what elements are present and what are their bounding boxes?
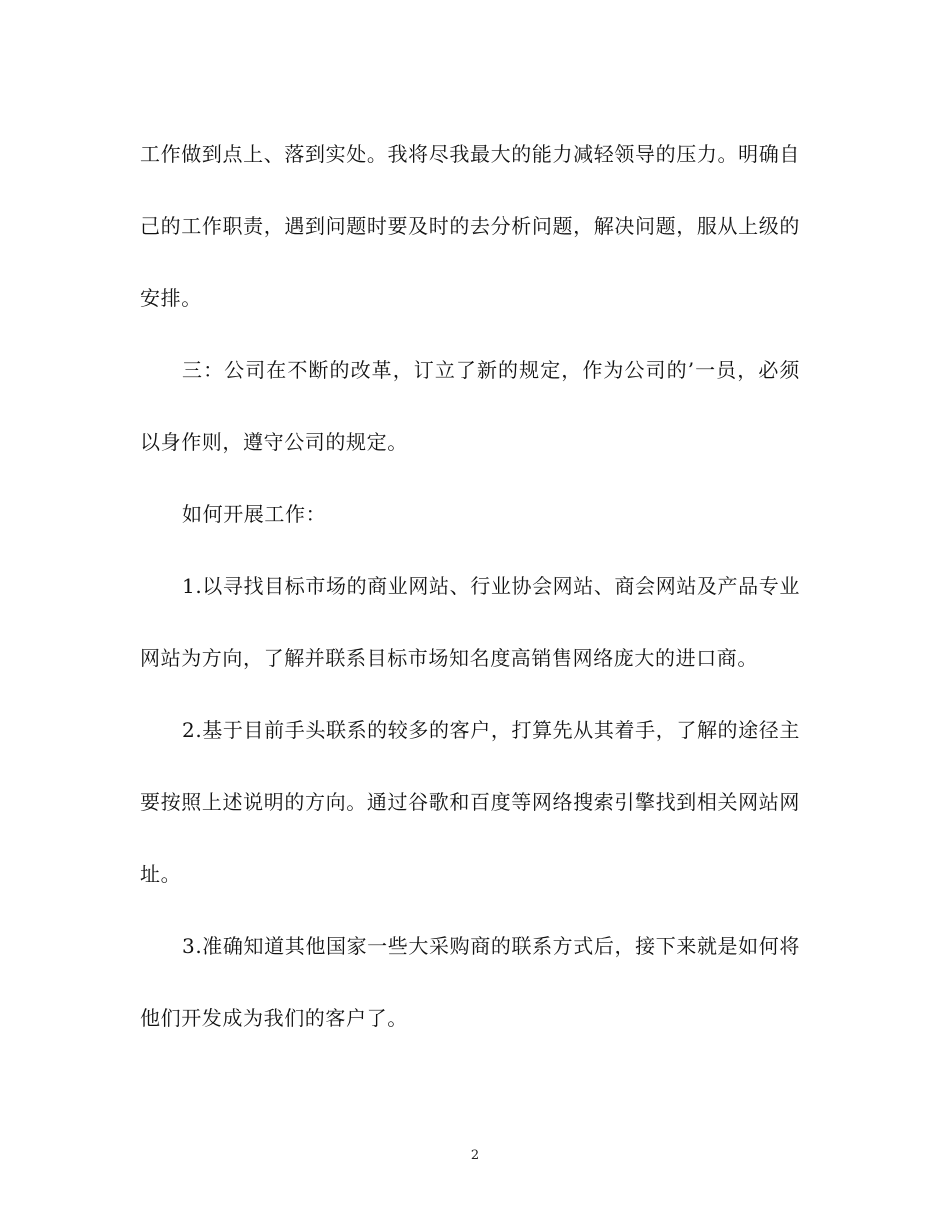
paragraph-item-1: 1.以寻找目标市场的商业网站、行业协会网站、商会网站及产品专业网站为方向，了解并联系目标市场知名度高销售网络庞大的进口商。: [140, 574, 800, 670]
paragraph-section-three: 三：公司在不断的改革，订立了新的规定，作为公司的’一员，必须以身作则，遵守公司的规定。: [140, 358, 800, 454]
paragraph-item-3: 3.准确知道其他国家一些大采购商的联系方式后，接下来就是如何将他们开发成为我们的客户了。: [140, 934, 800, 1030]
page-number: 2: [470, 1148, 480, 1163]
paragraph-item-2: 2.基于目前手头联系的较多的客户，打算先从其着手，了解的途径主要按照上述说明的方向。通过谷歌和百度等网络搜索引擎找到相关网站网址。: [140, 718, 800, 886]
paragraph-continuation: 工作做到点上、落到实处。我将尽我最大的能力减轻领导的压力。明确自己的工作职责，遇到问题时要及时的去分析问题，解决问题，服从上级的安排。: [140, 142, 800, 310]
paragraph-heading-how-to-work: 如何开展工作：: [182, 502, 327, 526]
document-body: [140, 118, 800, 1054]
